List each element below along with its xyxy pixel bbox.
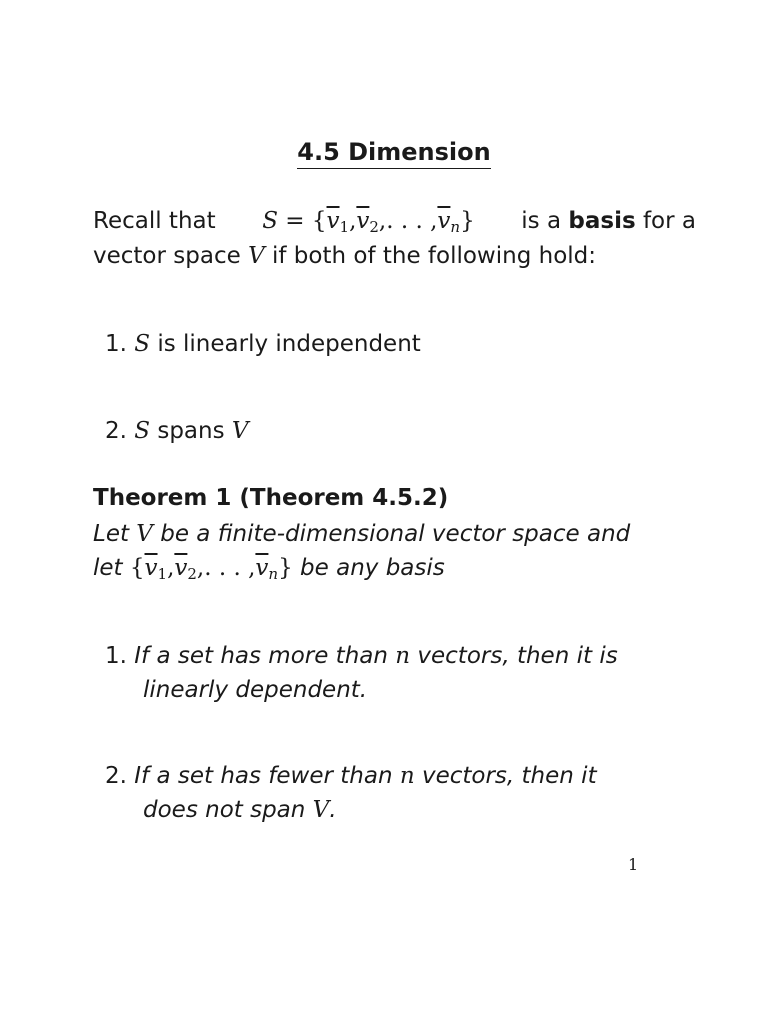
theorem-statement-line-1: Let V be a finite-dimensional vector space and <box>93 521 631 547</box>
theorem-item-1-line-1: 1. If a set has more than n vectors, then it is <box>105 643 618 669</box>
basis-set-expression-2: {$\overline{v}_1,\overline{v}_2$,. . . $,\overline{v}_n$} <box>129 555 293 583</box>
condition-item-1: 1. S is linearly independent <box>105 331 421 357</box>
page-number: 1 <box>628 855 639 874</box>
theorem-heading: Theorem 1 (Theorem 4.5.2) <box>93 485 449 511</box>
basis-term: basis <box>568 208 636 234</box>
theorem-item-2-line-1: 2. If a set has fewer than n vectors, then it <box>105 763 597 789</box>
recall-line-2: vector space V if both of the following hold: <box>93 243 597 269</box>
theorem-statement-line-2: let {$\overline{v}_1,\overline{v}_2$,. . . $,\overline{v}_n$} be any basis <box>93 555 445 583</box>
condition-item-2: 2. S spans V <box>105 418 249 444</box>
recall-line-1: Recall that $S = \{\overline{v}_1,\overline{v}_2$,. . . $,\overline{v}_n$} is a basis for a <box>93 208 696 236</box>
theorem-item-1-line-2: linearly dependent. <box>143 677 368 703</box>
basis-set-expression: $S = \{\overline{v}_1,\overline{v}_2$,. . . $,\overline{v}_n$} <box>262 208 475 236</box>
section-title: 4.5 Dimension <box>0 138 768 166</box>
theorem-item-2-line-2: does not span V. <box>143 797 337 823</box>
